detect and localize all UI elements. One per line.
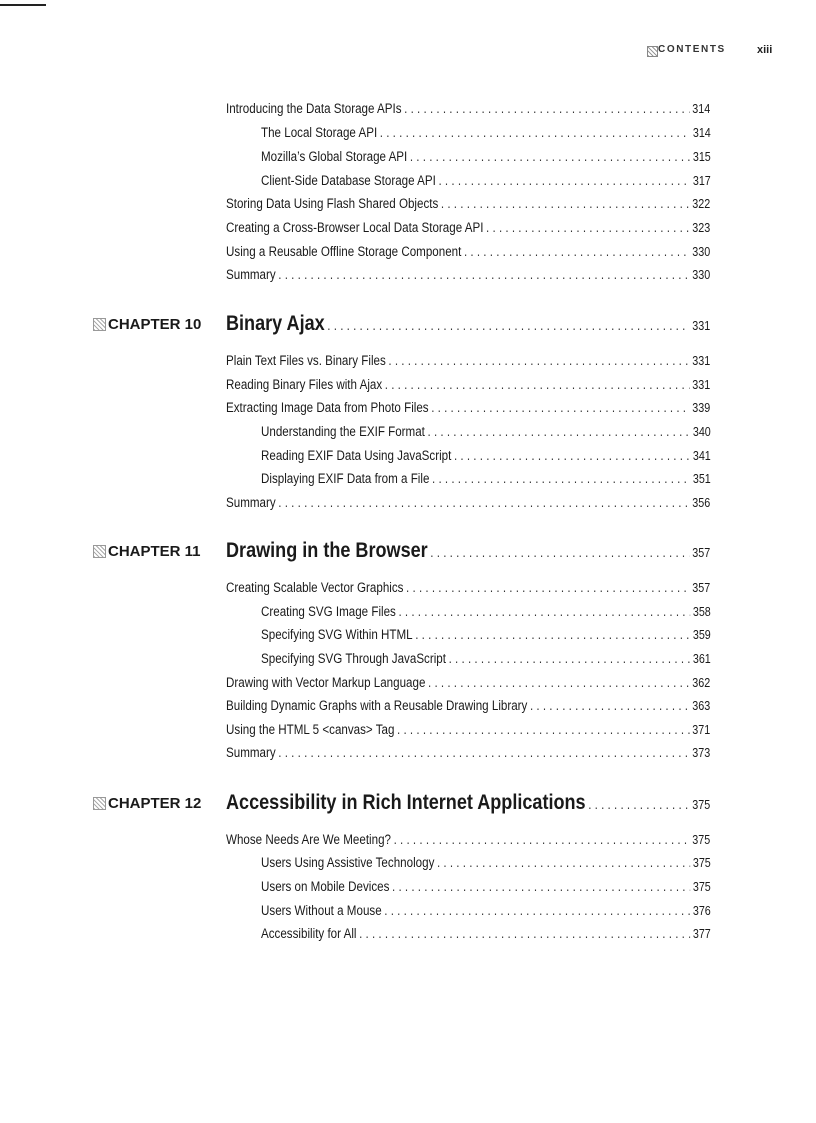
running-head: [0, 44, 816, 60]
toc-entry-page: 340: [692, 425, 711, 439]
toc-entry[interactable]: [261, 855, 711, 870]
toc-entry-title: Reading EXIF Data Using JavaScript: [261, 448, 452, 463]
dot-leader: [394, 832, 690, 847]
toc-entry-page: 330: [692, 268, 711, 282]
dot-leader: [278, 267, 689, 282]
toc-entry-title: Extracting Image Data from Photo Files: [226, 400, 429, 415]
toc-entry[interactable]: [226, 353, 710, 368]
toc-entry[interactable]: [226, 220, 710, 235]
page-number: xiii: [757, 44, 773, 56]
toc-entry-title: Specifying SVG Within HTML: [261, 627, 413, 642]
toc-entry-title: Client-Side Database Storage API: [261, 173, 436, 188]
running-head-label: CONTENTS: [658, 44, 726, 55]
toc-entry[interactable]: [261, 604, 711, 619]
toc-entry-page: 314: [692, 126, 711, 140]
chapter-label: CHAPTER 11: [93, 543, 201, 560]
dot-leader: [464, 244, 690, 259]
toc-entry-title: Creating a Cross-Browser Local Data Storage API: [226, 220, 484, 235]
toc-entry-page: 331: [692, 354, 711, 368]
page-corner-rule: [0, 4, 46, 6]
section-marker-icon: [647, 46, 658, 57]
dot-leader: [438, 173, 690, 188]
toc-entry-page: 317: [692, 174, 711, 188]
toc-entry-page: 375: [692, 856, 711, 870]
dot-leader: [385, 377, 690, 392]
dot-leader: [410, 149, 690, 164]
toc-entry[interactable]: [226, 101, 710, 116]
toc-entry-title: Creating Scalable Vector Graphics: [226, 580, 404, 595]
toc-entry-page: 330: [692, 245, 711, 259]
toc-entry[interactable]: [261, 471, 711, 486]
toc-entry[interactable]: [226, 196, 710, 211]
toc-entry[interactable]: [261, 149, 711, 164]
toc-entry[interactable]: [226, 400, 710, 415]
toc-entry-title: Users Without a Mouse: [261, 903, 382, 918]
toc-entry-title: Creating SVG Image Files: [261, 604, 396, 619]
chapter-page: 357: [692, 546, 711, 560]
toc-entry[interactable]: [226, 722, 710, 737]
toc-entry-title: Users on Mobile Devices: [261, 879, 390, 894]
toc-entry-title: Drawing with Vector Markup Language: [226, 675, 426, 690]
chapter-title: Accessibility in Rich Internet Applications: [226, 791, 586, 814]
toc-entry-page: 314: [692, 102, 711, 116]
dot-leader: [454, 448, 690, 463]
dot-leader: [327, 318, 689, 333]
toc-entry-title: Mozilla’s Global Storage API: [261, 149, 408, 164]
dot-leader: [404, 101, 690, 116]
dot-leader: [437, 855, 690, 870]
dot-leader: [398, 604, 690, 619]
chapter-page: 331: [692, 319, 711, 333]
toc-entry-page: 339: [692, 401, 711, 415]
toc-entry[interactable]: [261, 903, 711, 918]
dot-leader: [359, 926, 690, 941]
toc-entry-page: 376: [692, 904, 711, 918]
dot-leader: [388, 353, 689, 368]
toc-entry-page: 375: [692, 880, 711, 894]
toc-entry-title: Whose Needs Are We Meeting?: [226, 832, 391, 847]
toc-entry[interactable]: [261, 879, 711, 894]
toc-entry-title: Users Using Assistive Technology: [261, 855, 435, 870]
chapter-marker-icon: [93, 797, 106, 810]
dot-leader: [588, 797, 689, 812]
toc-entry-title: Using the HTML 5 <canvas> Tag: [226, 722, 395, 737]
toc-entry-title: Building Dynamic Graphs with a Reusable Drawing Library: [226, 698, 528, 713]
dot-leader: [428, 675, 690, 690]
dot-leader: [432, 471, 690, 486]
dot-leader: [431, 400, 689, 415]
dot-leader: [384, 903, 690, 918]
toc-entry-page: 363: [692, 699, 711, 713]
toc-entry[interactable]: [226, 244, 710, 259]
dot-leader: [449, 651, 691, 666]
toc-entry-title: Storing Data Using Flash Shared Objects: [226, 196, 439, 211]
toc-entry-title: Introducing the Data Storage APIs: [226, 101, 402, 116]
toc-entry-title: Accessibility for All: [261, 926, 357, 941]
toc-entry[interactable]: [261, 627, 711, 642]
dot-leader: [415, 627, 690, 642]
dot-leader: [441, 196, 690, 211]
chapter-title: Binary Ajax: [226, 312, 325, 335]
toc-entry[interactable]: [261, 448, 711, 463]
toc-entry-title: Displaying EXIF Data from a File: [261, 471, 430, 486]
toc-entry-page: 375: [692, 833, 711, 847]
toc-entry-page: 373: [692, 746, 711, 760]
dot-leader: [530, 698, 690, 713]
toc-entry-title: Summary: [226, 745, 276, 760]
dot-leader: [486, 220, 690, 235]
toc-entry[interactable]: [226, 675, 710, 690]
toc-entry-page: 377: [692, 927, 711, 941]
toc-entry-page: 323: [692, 221, 711, 235]
toc-entry-page: 362: [692, 676, 711, 690]
toc-entry[interactable]: [226, 580, 710, 595]
chapter-title: Drawing in the Browser: [226, 539, 428, 562]
dot-leader: [380, 125, 691, 140]
toc-entry[interactable]: [226, 377, 710, 392]
chapter-page: 375: [692, 798, 711, 812]
chapter-title-entry[interactable]: [226, 539, 710, 563]
toc-entry-title: Reading Binary Files with Ajax: [226, 377, 383, 392]
toc-entry[interactable]: [261, 173, 711, 188]
dot-leader: [397, 722, 690, 737]
toc-entry-page: 351: [692, 472, 711, 486]
dot-leader: [278, 745, 689, 760]
toc-entry[interactable]: [261, 926, 711, 941]
toc-entry-title: Summary: [226, 495, 276, 510]
toc-entry[interactable]: [226, 745, 710, 760]
toc-entry[interactable]: [226, 495, 710, 510]
toc-entry[interactable]: [226, 698, 710, 713]
dot-leader: [392, 879, 690, 894]
toc-entry-title: The Local Storage API: [261, 125, 378, 140]
toc-entry-page: 357: [692, 581, 711, 595]
dot-leader: [406, 580, 690, 595]
toc-entry-page: 359: [692, 628, 711, 642]
toc-entry-page: 361: [692, 652, 711, 666]
chapter-marker-icon: [93, 318, 106, 331]
toc-entry-title: Summary: [226, 267, 276, 282]
chapter-title-entry[interactable]: [226, 312, 710, 336]
chapter-title-entry[interactable]: [226, 791, 710, 815]
dot-leader: [427, 424, 690, 439]
toc-entry[interactable]: [261, 651, 711, 666]
dot-leader: [278, 495, 689, 510]
toc-entry-page: 358: [692, 605, 711, 619]
toc-entry-page: 356: [692, 496, 711, 510]
toc-entry-title: Understanding the EXIF Format: [261, 424, 425, 439]
toc-entry-page: 341: [692, 449, 711, 463]
toc-entry-title: Plain Text Files vs. Binary Files: [226, 353, 386, 368]
chapter-marker-icon: [93, 545, 106, 558]
chapter-label: CHAPTER 12: [93, 795, 201, 812]
chapter-label: CHAPTER 10: [93, 316, 201, 333]
toc-entry-title: Using a Reusable Offline Storage Component: [226, 244, 462, 259]
toc-entry[interactable]: [261, 424, 711, 439]
toc-entry[interactable]: [226, 267, 710, 282]
dot-leader: [430, 545, 689, 560]
toc-entry[interactable]: [261, 125, 711, 140]
toc-entry-page: 322: [692, 197, 711, 211]
toc-entry-page: 315: [692, 150, 711, 164]
toc-entry-page: 331: [692, 378, 711, 392]
toc-entry-page: 371: [692, 723, 711, 737]
toc-entry-title: Specifying SVG Through JavaScript: [261, 651, 447, 666]
toc-entry[interactable]: [226, 832, 710, 847]
